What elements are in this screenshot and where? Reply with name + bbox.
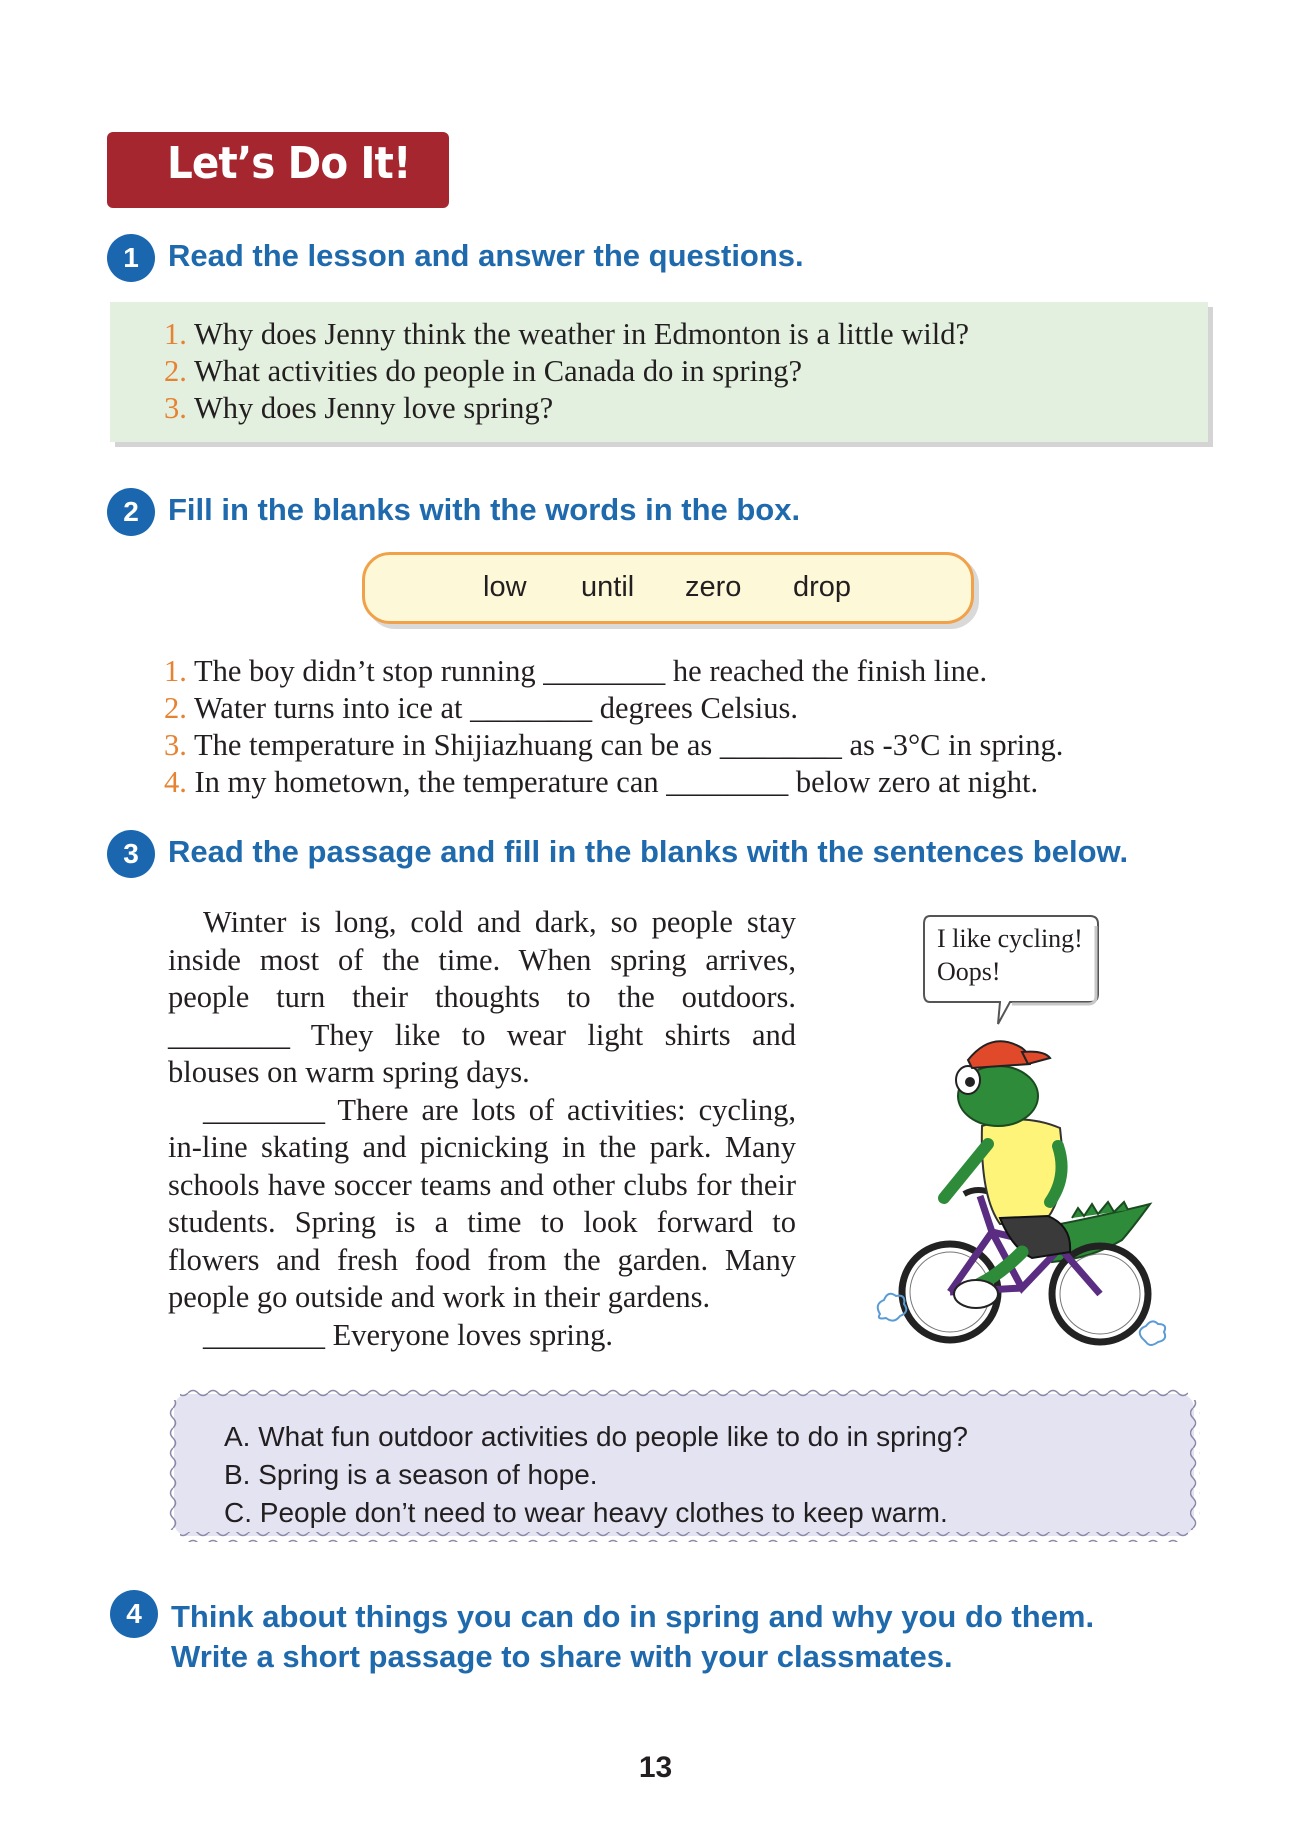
item-text: Why does Jenny love spring? xyxy=(193,391,554,425)
page-number: 13 xyxy=(638,1751,673,1784)
banner-title: Let’s Do It! xyxy=(167,138,411,189)
section-3-title: Read the passage and fill in the blanks with the sentences below. xyxy=(168,834,1129,869)
item-text-after: degrees Celsius. xyxy=(592,691,798,725)
word-until: until xyxy=(581,571,635,603)
question-item xyxy=(164,353,802,390)
section-4-number: 4 xyxy=(110,1590,158,1638)
item-text-before: The temperature in Shijiazhuang can be as xyxy=(193,728,720,762)
item-text-before: In my hometown, the temperature can xyxy=(194,765,667,799)
question-item xyxy=(164,316,969,353)
answer-blank[interactable]: ________ xyxy=(666,765,789,799)
answer-blank[interactable]: ________ xyxy=(470,691,593,725)
item-text-before: Water turns into ice at xyxy=(193,691,471,725)
fill-item xyxy=(164,653,987,690)
question-item xyxy=(164,390,553,427)
option-a: A. What fun outdoor activities do people like to do in spring? xyxy=(224,1421,968,1452)
section-1-title: Read the lesson and answer the questions. xyxy=(168,238,804,273)
option-b: B. Spring is a season of hope. xyxy=(224,1459,598,1490)
lets-do-it-banner xyxy=(107,132,449,208)
option-c: C. People don’t need to wear heavy clothes to keep warm. xyxy=(224,1497,948,1528)
word-zero: zero xyxy=(685,571,742,603)
section-3-number: 3 xyxy=(107,830,155,878)
bubble-text xyxy=(937,922,1083,988)
item-number: 1. xyxy=(164,654,187,688)
word-box xyxy=(362,552,974,624)
fill-item xyxy=(164,690,798,727)
cycling-crocodile-illustration xyxy=(872,1026,1174,1362)
item-number: 2. xyxy=(164,691,187,725)
item-number: 3. xyxy=(164,391,187,425)
section-1-number: 1 xyxy=(107,234,155,282)
section-4-title-line-1: Think about things you can do in spring and why you do them. xyxy=(171,1599,1095,1634)
bubble-line-2: Oops! xyxy=(937,957,1001,986)
item-number: 4. xyxy=(164,765,187,799)
reading-passage xyxy=(168,904,796,1354)
item-number: 2. xyxy=(164,354,187,388)
item-number: 3. xyxy=(164,728,187,762)
passage-paragraph: ________ There are lots of activities: cycling, in-line skating and picnicking in the park. Many schools have soccer teams and other clubs for their students. Spring is a time to look forward to flowers and fresh food from the garden. Many people go outside and work in their gardens. xyxy=(168,1092,796,1314)
answer-blank[interactable]: ________ xyxy=(719,728,842,762)
item-number: 1. xyxy=(164,317,187,351)
passage-paragraph: Winter is long, cold and dark, so people stay inside most of the time. When spring arrives, people turn their thoughts to the outdoors. ________ They like to wear light shirts and blouses on warm spring days. xyxy=(168,905,796,1089)
item-text-after: he reached the finish line. xyxy=(665,654,988,688)
word-drop: drop xyxy=(793,571,852,603)
section-2-title: Fill in the blanks with the words in the box. xyxy=(168,492,801,527)
item-text-before: The boy didn’t stop running xyxy=(193,654,544,688)
answer-blank[interactable]: ________ xyxy=(543,654,666,688)
item-text-after: below zero at night. xyxy=(788,765,1039,799)
section-2-number: 2 xyxy=(107,488,155,536)
item-text-after: as -3°C in spring. xyxy=(841,728,1064,762)
item-text: Why does Jenny think the weather in Edmonton is a little wild? xyxy=(193,317,970,351)
item-text: What activities do people in Canada do in spring? xyxy=(193,354,803,388)
fill-item xyxy=(164,727,1063,764)
bubble-line-1: I like cycling! xyxy=(937,924,1083,953)
fill-item xyxy=(164,764,1038,801)
section-4-title-line-2: Write a short passage to share with your classmates. xyxy=(171,1639,953,1674)
word-low: low xyxy=(483,571,527,603)
passage-paragraph: ________ Everyone loves spring. xyxy=(203,1317,613,1352)
question-box xyxy=(110,302,1208,442)
